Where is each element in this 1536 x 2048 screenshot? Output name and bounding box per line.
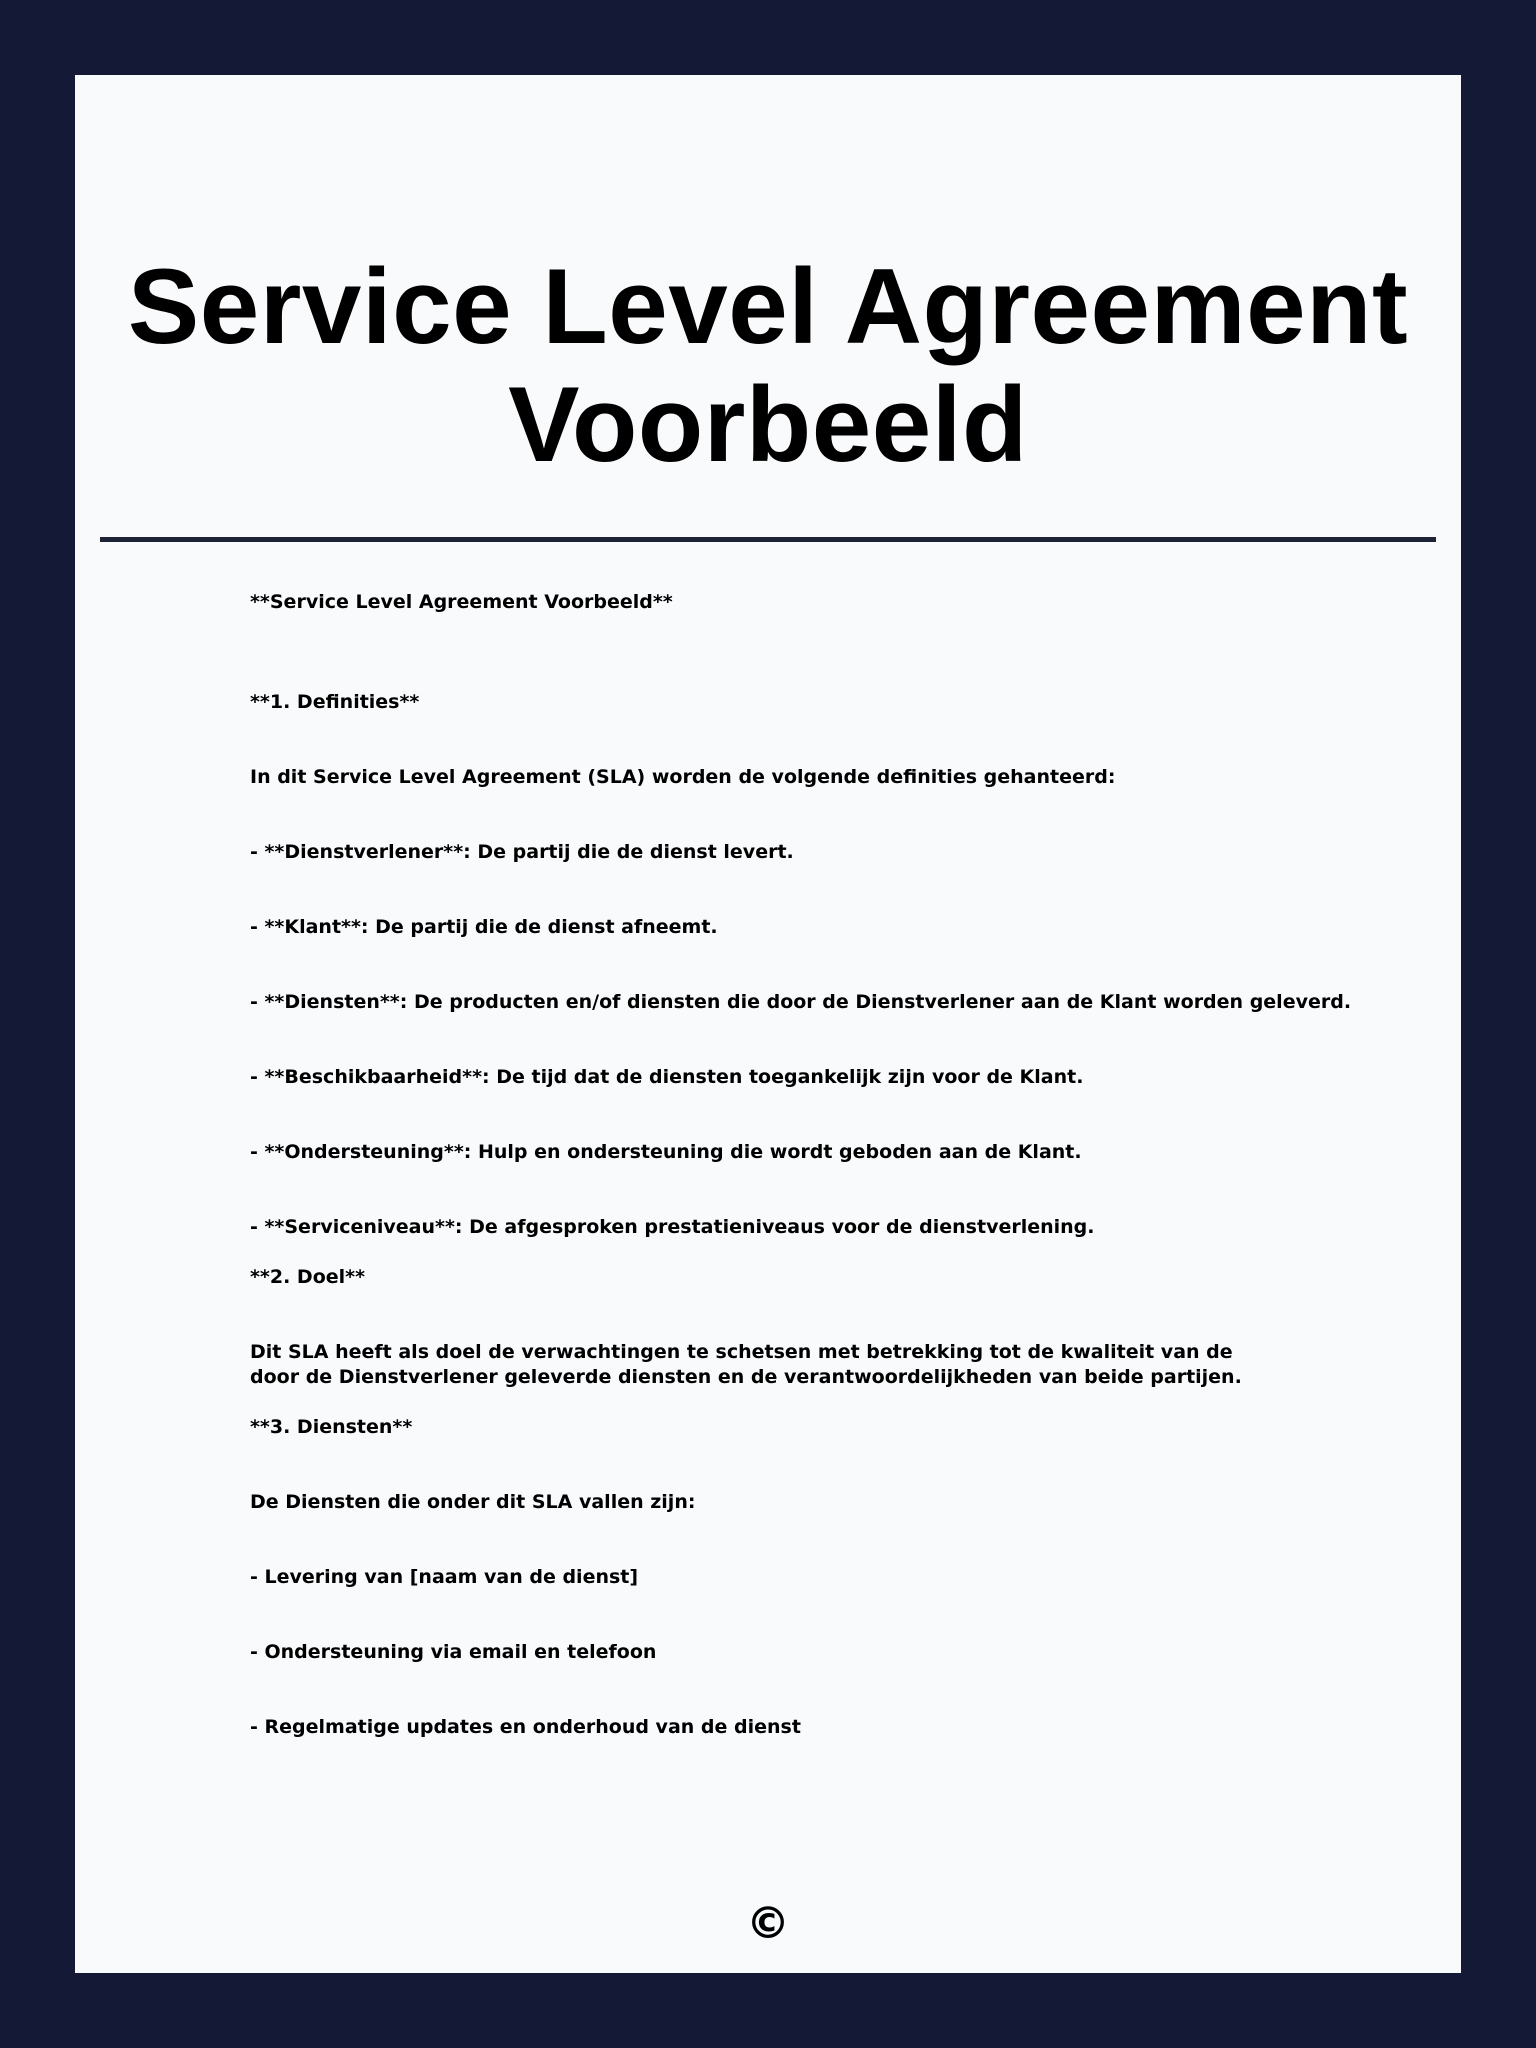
definition-item: - **Dienstverlener**: De partij die de dienst levert.: [250, 841, 794, 863]
section-1-heading: **1. Definities**: [250, 691, 420, 713]
section-3-heading: **3. Diensten**: [250, 1416, 413, 1438]
definition-item: - **Ondersteuning**: Hulp en ondersteuning die wordt geboden aan de Klant.: [250, 1141, 1082, 1163]
service-item: - Ondersteuning via email en telefoon: [250, 1641, 657, 1663]
definition-item: - **Klant**: De partij die de dienst afneemt.: [250, 916, 718, 938]
title-divider: [100, 537, 1436, 542]
document-heading: **Service Level Agreement Voorbeeld**: [250, 591, 673, 613]
document-page: [75, 75, 1461, 1973]
service-item: - Regelmatige updates en onderhoud van de dienst: [250, 1716, 801, 1738]
definition-item: - **Beschikbaarheid**: De tijd dat de diensten toegankelijk zijn voor de Klant.: [250, 1066, 1084, 1088]
service-item: - Levering van [naam van de dienst]: [250, 1566, 639, 1588]
section-3-intro: De Diensten die onder dit SLA vallen zijn:: [250, 1491, 696, 1513]
copyright-icon: ©: [746, 1898, 790, 1949]
title-line-1: Service Level Agreement: [127, 246, 1409, 366]
section-2-paragraph: Dit SLA heeft als doel de verwachtingen te schetsen met betrekking tot de kwaliteit van de door de Dienstverlener geleverde diensten en de verantwoordelijkheden van beide partijen.: [250, 1341, 1242, 1388]
title-line-2: Voorbeeld: [508, 364, 1028, 484]
definition-item: - **Diensten**: De producten en/of diensten die door de Dienstverlener aan de Klant worden geleverd.: [250, 991, 1352, 1013]
document-title: [75, 247, 1461, 483]
definition-item: - **Serviceniveau**: De afgesproken prestatieniveaus voor de dienstverlening.: [250, 1216, 1095, 1238]
section-2-heading: **2. Doel**: [250, 1266, 366, 1288]
section-1-intro: In dit Service Level Agreement (SLA) worden de volgende definities gehanteerd:: [250, 766, 1116, 788]
